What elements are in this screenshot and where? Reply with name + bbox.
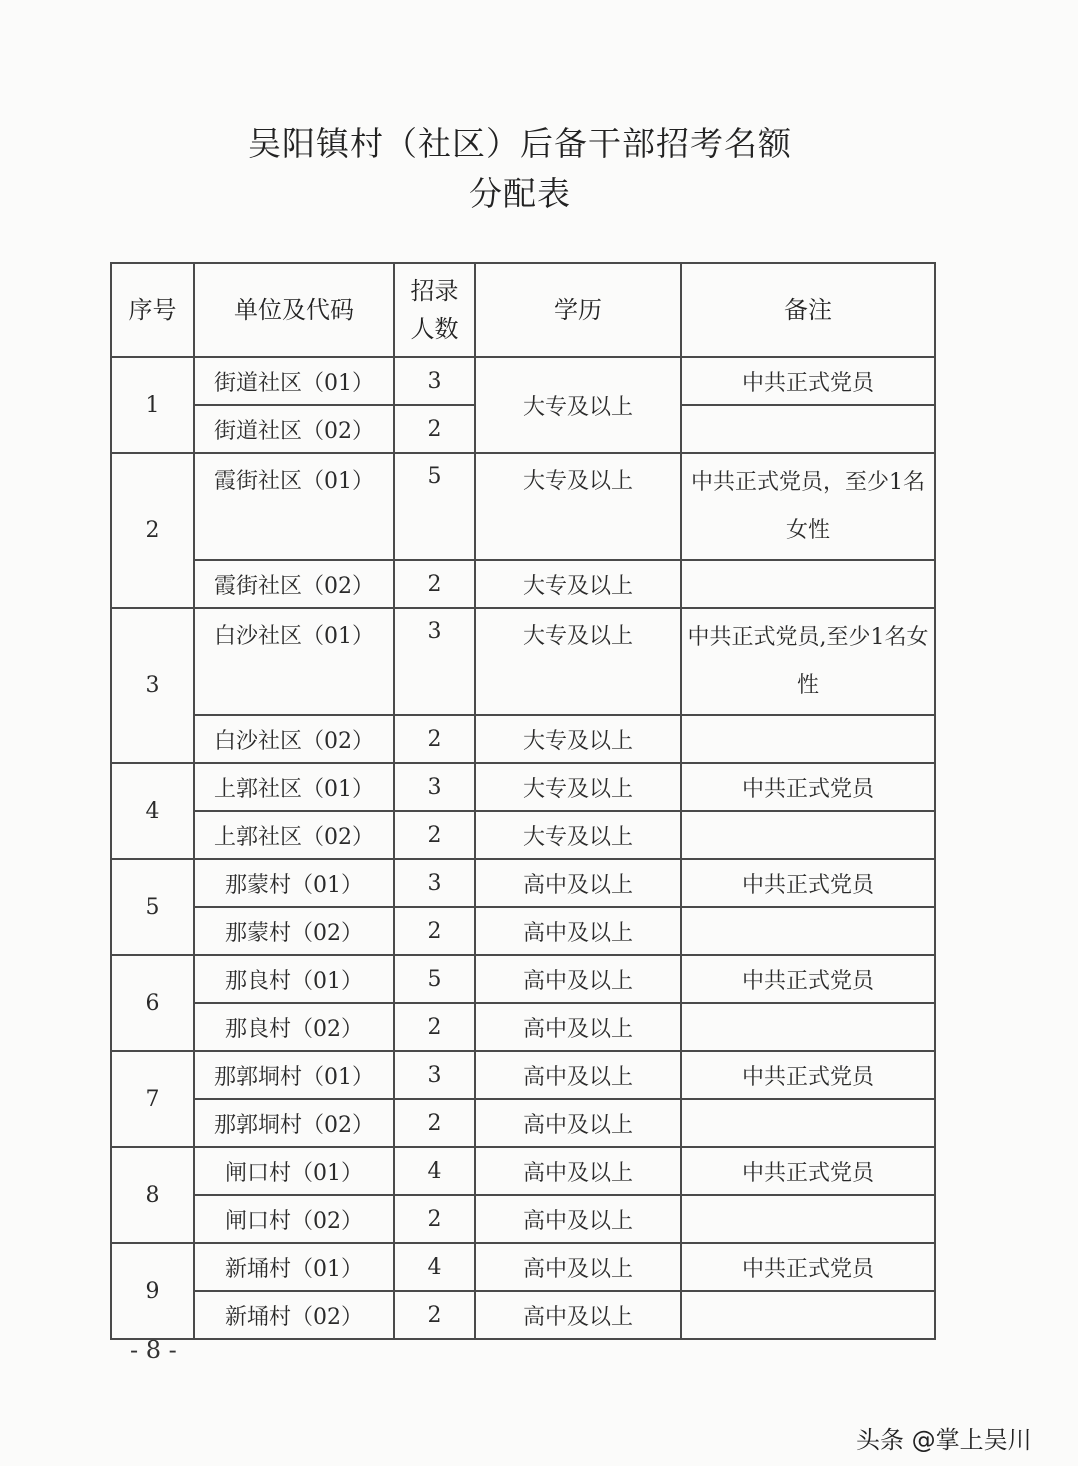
edu-cell: 高中及以上	[475, 1051, 681, 1099]
table-row	[111, 763, 935, 811]
table-row	[111, 955, 935, 1003]
unit-cell: 上郭社区（01）	[194, 763, 394, 811]
seq-cell: 8	[111, 1147, 194, 1243]
remark-cell	[681, 907, 935, 955]
unit-cell: 新埇村（01）	[194, 1243, 394, 1291]
edu-cell: 高中及以上	[475, 1147, 681, 1195]
edu-cell: 高中及以上	[475, 955, 681, 1003]
count-cell: 2	[394, 811, 475, 859]
count-cell: 2	[394, 1099, 475, 1147]
remark-cell	[681, 1003, 935, 1051]
table-row	[111, 1291, 935, 1339]
remark-cell	[681, 1099, 935, 1147]
seq-cell: 1	[111, 357, 194, 453]
edu-cell: 高中及以上	[475, 1099, 681, 1147]
count-cell: 2	[394, 405, 475, 453]
edu-cell: 大专及以上	[475, 608, 681, 715]
count-cell: 2	[394, 1291, 475, 1339]
document-title: 吴阳镇村（社区）后备干部招考名额	[248, 124, 792, 163]
edu-cell: 大专及以上	[475, 763, 681, 811]
table-row	[111, 715, 935, 763]
table-row	[111, 859, 935, 907]
remark-cell	[681, 560, 935, 608]
count-cell: 5	[394, 955, 475, 1003]
edu-cell: 大专及以上	[475, 453, 681, 560]
header-unit: 单位及代码	[194, 263, 394, 357]
edu-cell: 高中及以上	[475, 1003, 681, 1051]
seq-cell: 7	[111, 1051, 194, 1147]
unit-cell: 新埇村（02）	[194, 1291, 394, 1339]
table-row	[111, 453, 935, 560]
count-cell: 4	[394, 1243, 475, 1291]
unit-cell: 闸口村（02）	[194, 1195, 394, 1243]
edu-cell: 高中及以上	[475, 1291, 681, 1339]
seq-cell: 3	[111, 608, 194, 763]
remark-cell	[681, 715, 935, 763]
seq-cell: 5	[111, 859, 194, 955]
unit-cell: 那郭垌村（02）	[194, 1099, 394, 1147]
unit-cell: 那蒙村（01）	[194, 859, 394, 907]
remark-cell: 中共正式党员	[681, 1051, 935, 1099]
table-row	[111, 1003, 935, 1051]
remark-cell: 中共正式党员	[681, 357, 935, 405]
count-cell: 3	[394, 1051, 475, 1099]
unit-cell: 霞街社区（02）	[194, 560, 394, 608]
count-cell: 3	[394, 608, 475, 715]
table-row	[111, 357, 935, 405]
document-subtitle: 分配表	[469, 174, 571, 213]
seq-cell: 9	[111, 1243, 194, 1339]
remark-cell: 中共正式党员	[681, 859, 935, 907]
seq-cell: 6	[111, 955, 194, 1051]
unit-cell: 那蒙村（02）	[194, 907, 394, 955]
table-row	[111, 1243, 935, 1291]
remark-cell	[681, 811, 935, 859]
table-row	[111, 1147, 935, 1195]
header-remark: 备注	[681, 263, 935, 357]
table-row	[111, 560, 935, 608]
count-cell: 4	[394, 1147, 475, 1195]
header-count-line1: 招录	[410, 277, 459, 305]
count-cell: 2	[394, 715, 475, 763]
count-cell: 2	[394, 560, 475, 608]
header-seq: 序号	[111, 263, 194, 357]
header-count-line2: 人数	[410, 315, 459, 343]
count-cell: 2	[394, 907, 475, 955]
table-row	[111, 1195, 935, 1243]
edu-cell: 大专及以上	[475, 357, 681, 453]
unit-cell: 白沙社区（02）	[194, 715, 394, 763]
remark-cell: 中共正式党员，至少1名女性	[681, 453, 935, 560]
unit-cell: 白沙社区（01）	[194, 608, 394, 715]
table-row	[111, 811, 935, 859]
unit-cell: 那良村（02）	[194, 1003, 394, 1051]
unit-cell: 街道社区（01）	[194, 357, 394, 405]
table-row	[111, 1051, 935, 1099]
edu-cell: 高中及以上	[475, 1243, 681, 1291]
remark-cell: 中共正式党员	[681, 1243, 935, 1291]
header-count	[394, 263, 475, 357]
remark-cell: 中共正式党员	[681, 1147, 935, 1195]
table-row	[111, 608, 935, 715]
count-cell: 3	[394, 763, 475, 811]
unit-cell: 街道社区（02）	[194, 405, 394, 453]
seq-cell: 2	[111, 453, 194, 608]
edu-cell: 高中及以上	[475, 1195, 681, 1243]
unit-cell: 那郭垌村（01）	[194, 1051, 394, 1099]
unit-cell: 霞街社区（01）	[194, 453, 394, 560]
unit-cell: 那良村（01）	[194, 955, 394, 1003]
remark-cell	[681, 1291, 935, 1339]
count-cell: 2	[394, 1003, 475, 1051]
seq-cell: 4	[111, 763, 194, 859]
header-edu: 学历	[475, 263, 681, 357]
edu-cell: 大专及以上	[475, 560, 681, 608]
edu-cell: 高中及以上	[475, 859, 681, 907]
remark-cell: 中共正式党员	[681, 763, 935, 811]
watermark: 头条 @掌上吴川	[856, 1426, 1032, 1454]
count-cell: 3	[394, 357, 475, 405]
edu-cell: 高中及以上	[475, 907, 681, 955]
count-cell: 3	[394, 859, 475, 907]
table-header-row	[111, 263, 935, 357]
quota-table	[110, 262, 936, 1340]
edu-cell: 大专及以上	[475, 811, 681, 859]
remark-cell: 中共正式党员	[681, 955, 935, 1003]
table-row	[111, 1099, 935, 1147]
table-row	[111, 907, 935, 955]
remark-cell: 中共正式党员,至少1名女性	[681, 608, 935, 715]
remark-cell	[681, 405, 935, 453]
edu-cell: 大专及以上	[475, 715, 681, 763]
unit-cell: 上郭社区（02）	[194, 811, 394, 859]
count-cell: 5	[394, 453, 475, 560]
remark-cell	[681, 1195, 935, 1243]
page-number: - 8 -	[130, 1336, 177, 1364]
count-cell: 2	[394, 1195, 475, 1243]
unit-cell: 闸口村（01）	[194, 1147, 394, 1195]
